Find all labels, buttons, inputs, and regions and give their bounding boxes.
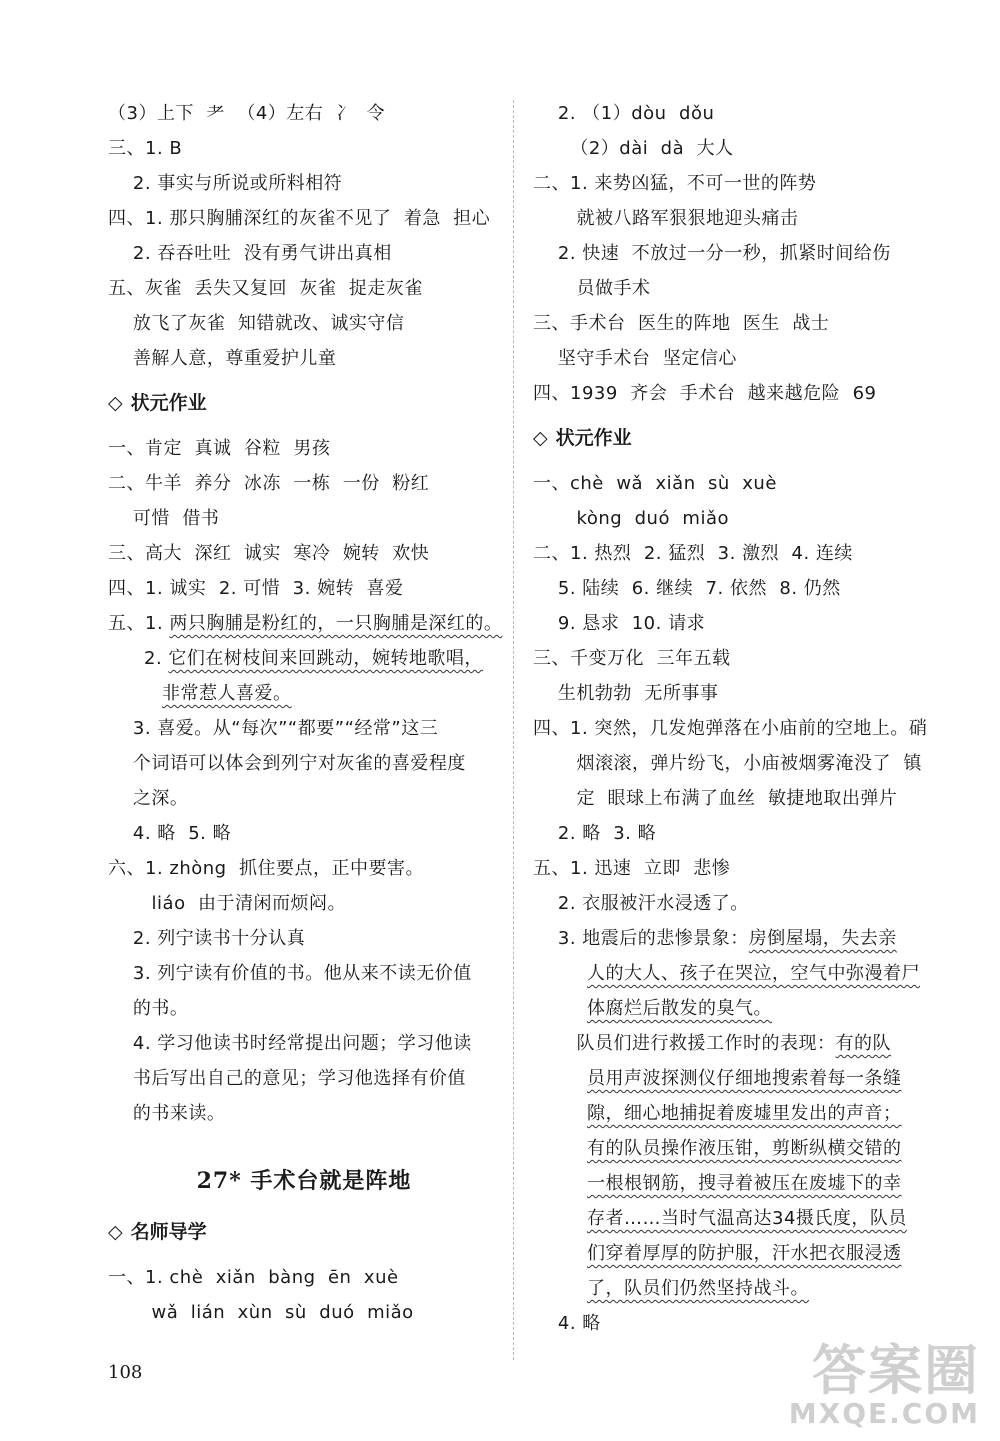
- answer-line: [533, 1131, 933, 1166]
- answer-line: 三、高大 深红 诚实 寒冷 婉转 欢快: [108, 543, 430, 564]
- answer-line: 生机勃勃 无所事事: [533, 683, 719, 704]
- answer-line: 2. 略 3. 略: [533, 823, 657, 844]
- answer-line: [533, 1061, 933, 1096]
- answer-line: [533, 1236, 933, 1271]
- answer-line: 2. 快速 不放过一分一秒，抓紧时间给伤: [533, 243, 891, 264]
- answer-line: 一、肯定 真诚 谷粒 男孩: [108, 438, 331, 459]
- answers-block-2: [533, 466, 933, 921]
- answer-line: 放飞了灰雀 知错就改、诚实守信: [108, 313, 405, 334]
- underlined-answer: 人的大人、孩子在哭泣，空气中弥漫着尸: [587, 963, 920, 984]
- underlined-answer: 它们在树枝间来回跳动，婉转地歌唱，: [168, 648, 483, 669]
- answer-line: 二、1. 来势凶猛，不可一世的阵势: [533, 173, 817, 194]
- answers-block-2: [108, 431, 500, 606]
- answer-line: 三、1. B: [108, 138, 183, 159]
- answer-line: [533, 1166, 933, 1201]
- answer-line: 3. 地震后的悲惨景象：房倒屋塌，失去亲: [533, 928, 897, 949]
- answer-line: 个词语可以体会到列宁对灰雀的喜爱程度: [108, 753, 466, 774]
- answer-line: 3. 喜爱。从“每次”“都要”“经常”这三: [108, 718, 439, 739]
- answer-line: 队员们进行救援工作时的表现：有的队: [533, 1033, 892, 1054]
- answer-line: 4. 学习他读书时经常提出问题；学习他读: [108, 1033, 472, 1054]
- answer-line: 五、1. 迅速 立即 悲惨: [533, 858, 731, 879]
- answer-line: 三、手术台 医生的阵地 医生 战士: [533, 313, 830, 334]
- underlined-answer: 隙，细心地捕捉着废墟里发出的声音；: [587, 1103, 902, 1124]
- answer-line: [108, 676, 500, 711]
- answer-line: 烟滚滚，弹片纷飞，小庙被烟雾淹没了 镇: [533, 753, 922, 774]
- underlined-answer: 有的队员操作液压钳，剪断纵横交错的: [587, 1138, 902, 1159]
- underlined-answer: 两只胸脯是粉红的，一只胸脯是深红的。: [169, 613, 503, 634]
- underlined-answer: 有的队: [835, 1033, 892, 1054]
- answer-line: liáo 由于清闲而烦闷。: [108, 893, 347, 914]
- answer-line: 五、灰雀 丢失又复回 灰雀 捉走灰雀: [108, 278, 423, 299]
- answer-line: [533, 1271, 933, 1306]
- column-divider: [513, 100, 514, 1360]
- answer-line: [533, 1096, 933, 1131]
- underlined-answer: 了，队员们仍然坚持战斗。: [587, 1278, 809, 1299]
- answer-line: kòng duó miǎo: [533, 508, 729, 529]
- underlined-answer: 存者……当时气温高达34摄氏度，队员: [587, 1208, 907, 1229]
- heading-label: 状元作业: [555, 427, 632, 449]
- diamond-outline-icon: ◇: [108, 1221, 123, 1243]
- answer-line: 之深。: [108, 788, 189, 809]
- section-heading-zhuangyuan-left: [108, 386, 500, 421]
- watermark-url: MXQE.COM: [788, 1397, 980, 1430]
- answer-line: [533, 1201, 933, 1236]
- right-column: [533, 96, 933, 1341]
- underlined-answer: 体腐烂后散发的臭气。: [587, 998, 772, 1019]
- answer-line: [533, 991, 933, 1026]
- answer-line: 四、1939 齐会 手术台 越来越危险 69: [533, 383, 877, 404]
- answers-block-1: [108, 96, 500, 376]
- answer-line: 9. 恳求 10. 请求: [533, 613, 706, 634]
- answer-line: 三、千变万化 三年五载: [533, 648, 731, 669]
- diamond-outline-icon: ◇: [108, 392, 123, 414]
- answer-line: 2. 吞吞吐吐 没有勇气讲出真相: [108, 243, 392, 264]
- answer-line: 可惜 借书: [108, 508, 220, 529]
- watermark-logo-text: 答案圈: [812, 1339, 980, 1402]
- answer-line: 3. 列宁读有价值的书。他从来不读无价值: [108, 963, 472, 984]
- answer-line: 二、1. 热烈 2. 猛烈 3. 激烈 4. 连续: [533, 543, 853, 564]
- watermark: [788, 1339, 980, 1430]
- page-number: 108: [108, 1362, 143, 1383]
- answers-block-1: [533, 96, 933, 411]
- answer-line: 5. 陆续 6. 继续 7. 依然 8. 仍然: [533, 578, 841, 599]
- answer-line: 2. （1）dòu dǒu: [533, 103, 715, 124]
- answer-line: 2. 衣服被汗水浸透了。: [533, 893, 749, 914]
- underlined-answer: 非常惹人喜爱。: [162, 683, 292, 704]
- answer-line: 四、1. 突然，几发炮弹落在小庙前的空地上。硝: [533, 718, 928, 739]
- answer-line: 的书来读。: [108, 1103, 226, 1124]
- answer-line: 四、1. 诚实 2. 可惜 3. 婉转 喜爱: [108, 578, 404, 599]
- heading-label: 名师导学: [130, 1221, 207, 1243]
- section-heading-zhuangyuan-right: [533, 421, 933, 456]
- answer-line: 的书。: [108, 998, 189, 1019]
- answer-line: 定 眼球上布满了血丝 敏捷地取出弹片: [533, 788, 898, 809]
- section-heading-mingshi: [108, 1215, 500, 1250]
- answer-line: 一、1. chè xiǎn bàng ēn xuè: [108, 1267, 399, 1288]
- answer-line: 五、1. 两只胸脯是粉红的，一只胸脯是深红的。: [108, 613, 503, 634]
- underlined-answer: 们穿着厚厚的防护服，汗水把衣服浸透: [587, 1243, 902, 1264]
- underlined-answer: 房倒屋塌，失去亲: [748, 928, 897, 949]
- answer-line: 书后写出自己的意见；学习他选择有价值: [108, 1068, 466, 1089]
- answer-line: 2. 列宁读书十分认真: [108, 928, 306, 949]
- answer-line: 四、1. 那只胸脯深红的灰雀不见了 着急 担心: [108, 208, 491, 229]
- answer-line: wǎ lián xùn sù duó miǎo: [108, 1302, 414, 1323]
- answers-block-3: [108, 711, 500, 1131]
- answer-line: 善解人意，尊重爱护儿童: [108, 348, 337, 369]
- answer-line: （2）dài dà 大人: [533, 138, 734, 159]
- answer-line: （3）上下 耂 （4）左右 冫 令: [108, 103, 386, 124]
- answer-line: 4. 略 5. 略: [108, 823, 232, 844]
- answer-line: 4. 略: [533, 1313, 601, 1334]
- underlined-answer: 一根根钢筋，搜寻着被压在废墟下的幸: [587, 1173, 902, 1194]
- answer-line: 员做手术: [533, 278, 651, 299]
- answer-line: 就被八路军狠狠地迎头痛击: [533, 208, 799, 229]
- answer-line: 六、1. zhòng 抓住要点，正中要害。: [108, 858, 425, 879]
- answer-line: 坚守手术台 坚定信心: [533, 348, 737, 369]
- underlined-answer: 员用声波探测仪仔细地搜索着每一条缝: [587, 1068, 902, 1089]
- answer-line: 二、牛羊 养分 冰冻 一栋 一份 粉红: [108, 473, 430, 494]
- answers-block-underlined: [533, 1061, 933, 1306]
- answers-block-4: [108, 1260, 500, 1330]
- answer-line: 2. 事实与所说或所料相符: [108, 173, 343, 194]
- answer-line: [533, 956, 933, 991]
- left-column: [108, 96, 503, 1330]
- answer-line: 2. 它们在树枝间来回跳动，婉转地歌唱，: [144, 648, 483, 669]
- diamond-outline-icon: ◇: [533, 427, 548, 449]
- answer-line: 一、chè wǎ xiǎn sù xuè: [533, 473, 777, 494]
- lesson-title: 27* 手术台就是阵地: [196, 1168, 412, 1194]
- heading-label: 状元作业: [130, 392, 207, 414]
